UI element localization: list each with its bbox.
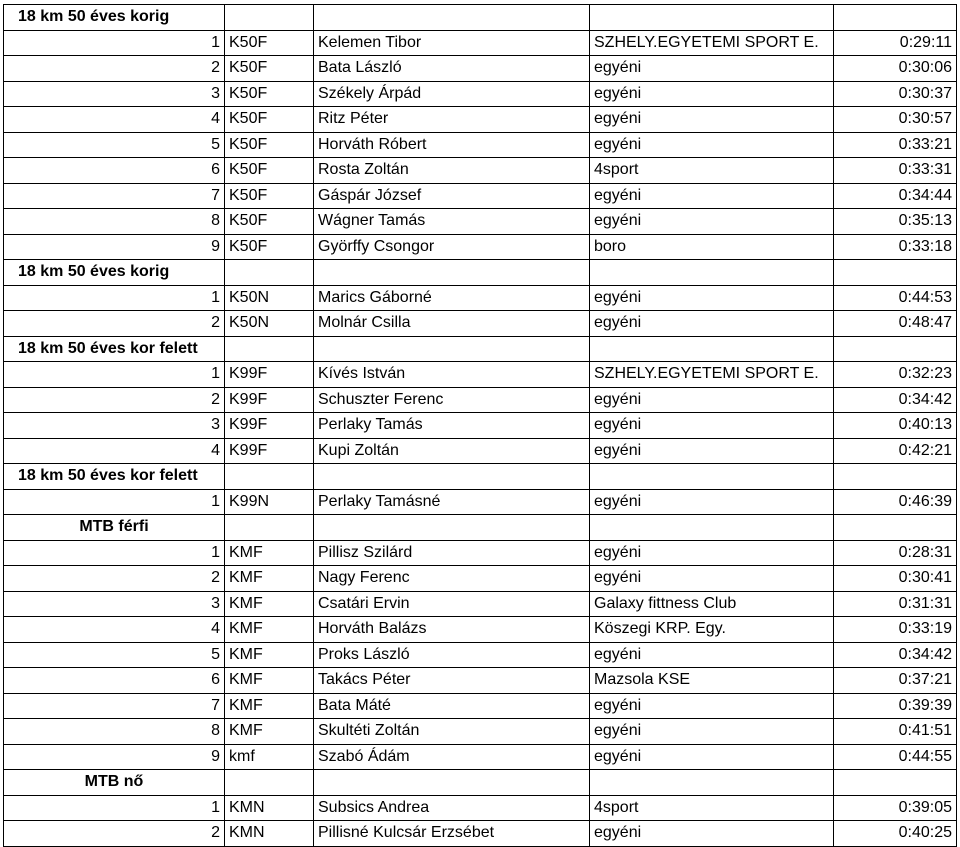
time-cell: 0:28:31 <box>834 540 957 566</box>
name-cell: Bata Máté <box>314 693 590 719</box>
club-cell: egyéni <box>590 183 834 209</box>
time-cell: 0:46:39 <box>834 489 957 515</box>
name-cell: Nagy Ferenc <box>314 566 590 592</box>
rank-cell: 6 <box>4 668 225 694</box>
rank-cell: 1 <box>4 489 225 515</box>
category-cell: K99F <box>225 413 314 439</box>
rank-cell: 3 <box>4 413 225 439</box>
category-cell: K50N <box>225 285 314 311</box>
table-row <box>4 642 957 668</box>
time-cell: 0:34:44 <box>834 183 957 209</box>
name-cell: Schuszter Ferenc <box>314 387 590 413</box>
time-cell: 0:34:42 <box>834 387 957 413</box>
time-cell: 0:41:51 <box>834 719 957 745</box>
empty-cell <box>590 770 834 796</box>
results-body <box>4 5 957 847</box>
category-cell: K99F <box>225 387 314 413</box>
rank-cell: 6 <box>4 158 225 184</box>
rank-cell: 2 <box>4 311 225 337</box>
empty-cell <box>590 464 834 490</box>
empty-cell <box>834 5 957 31</box>
time-cell: 0:31:31 <box>834 591 957 617</box>
category-cell: K50F <box>225 158 314 184</box>
name-cell: Molnár Csilla <box>314 311 590 337</box>
rank-cell: 9 <box>4 234 225 260</box>
category-cell: KMF <box>225 719 314 745</box>
rank-cell: 1 <box>4 362 225 388</box>
empty-cell <box>590 260 834 286</box>
rank-cell: 5 <box>4 642 225 668</box>
name-cell: Csatári Ervin <box>314 591 590 617</box>
section-title: 18 km 50 éves kor felett <box>4 464 225 490</box>
rank-cell: 1 <box>4 285 225 311</box>
time-cell: 0:33:21 <box>834 132 957 158</box>
section-header-row <box>4 770 957 796</box>
empty-cell <box>225 336 314 362</box>
table-row <box>4 209 957 235</box>
category-cell: K50N <box>225 311 314 337</box>
name-cell: Proks László <box>314 642 590 668</box>
table-row <box>4 693 957 719</box>
rank-cell: 5 <box>4 132 225 158</box>
time-cell: 0:37:21 <box>834 668 957 694</box>
category-cell: K50F <box>225 56 314 82</box>
rank-cell: 4 <box>4 438 225 464</box>
time-cell: 0:30:57 <box>834 107 957 133</box>
empty-cell <box>590 515 834 541</box>
section-header-row <box>4 515 957 541</box>
table-row <box>4 821 957 847</box>
rank-cell: 1 <box>4 30 225 56</box>
empty-cell <box>225 464 314 490</box>
category-cell: K50F <box>225 234 314 260</box>
category-cell: K50F <box>225 81 314 107</box>
club-cell: egyéni <box>590 744 834 770</box>
name-cell: Perlaky Tamás <box>314 413 590 439</box>
rank-cell: 8 <box>4 719 225 745</box>
time-cell: 0:30:06 <box>834 56 957 82</box>
table-row <box>4 719 957 745</box>
club-cell: egyéni <box>590 311 834 337</box>
rank-cell: 1 <box>4 540 225 566</box>
name-cell: Pillisz Szilárd <box>314 540 590 566</box>
category-cell: kmf <box>225 744 314 770</box>
table-row <box>4 56 957 82</box>
name-cell: Kupi Zoltán <box>314 438 590 464</box>
empty-cell <box>225 770 314 796</box>
club-cell: egyéni <box>590 81 834 107</box>
time-cell: 0:44:55 <box>834 744 957 770</box>
time-cell: 0:33:31 <box>834 158 957 184</box>
table-row <box>4 489 957 515</box>
name-cell: Perlaky Tamásné <box>314 489 590 515</box>
table-row <box>4 132 957 158</box>
time-cell: 0:34:42 <box>834 642 957 668</box>
name-cell: Gáspár József <box>314 183 590 209</box>
name-cell: Ritz Péter <box>314 107 590 133</box>
time-cell: 0:40:13 <box>834 413 957 439</box>
table-row <box>4 744 957 770</box>
club-cell: SZHELY.EGYETEMI SPORT E. <box>590 30 834 56</box>
section-title: MTB nő <box>4 770 225 796</box>
table-row <box>4 158 957 184</box>
empty-cell <box>834 770 957 796</box>
empty-cell <box>314 336 590 362</box>
table-row <box>4 285 957 311</box>
name-cell: Györffy Csongor <box>314 234 590 260</box>
table-row <box>4 107 957 133</box>
rank-cell: 1 <box>4 795 225 821</box>
category-cell: K50F <box>225 30 314 56</box>
club-cell: egyéni <box>590 719 834 745</box>
time-cell: 0:30:37 <box>834 81 957 107</box>
name-cell: Székely Árpád <box>314 81 590 107</box>
category-cell: K50F <box>225 132 314 158</box>
table-row <box>4 387 957 413</box>
category-cell: KMF <box>225 617 314 643</box>
club-cell: Mazsola KSE <box>590 668 834 694</box>
name-cell: Takács Péter <box>314 668 590 694</box>
club-cell: egyéni <box>590 209 834 235</box>
club-cell: egyéni <box>590 566 834 592</box>
name-cell: Szabó Ádám <box>314 744 590 770</box>
table-row <box>4 566 957 592</box>
name-cell: Wágner Tamás <box>314 209 590 235</box>
section-header-row <box>4 464 957 490</box>
club-cell: egyéni <box>590 132 834 158</box>
empty-cell <box>834 464 957 490</box>
empty-cell <box>590 5 834 31</box>
empty-cell <box>590 336 834 362</box>
rank-cell: 2 <box>4 387 225 413</box>
empty-cell <box>314 464 590 490</box>
table-row <box>4 234 957 260</box>
table-row <box>4 30 957 56</box>
rank-cell: 4 <box>4 617 225 643</box>
table-row <box>4 668 957 694</box>
club-cell: egyéni <box>590 693 834 719</box>
section-title: 18 km 50 éves korig <box>4 260 225 286</box>
section-header-row <box>4 336 957 362</box>
time-cell: 0:44:53 <box>834 285 957 311</box>
empty-cell <box>834 515 957 541</box>
category-cell: K50F <box>225 107 314 133</box>
category-cell: KMN <box>225 795 314 821</box>
club-cell: 4sport <box>590 158 834 184</box>
club-cell: egyéni <box>590 821 834 847</box>
category-cell: K99F <box>225 362 314 388</box>
time-cell: 0:40:25 <box>834 821 957 847</box>
rank-cell: 2 <box>4 56 225 82</box>
category-cell: KMF <box>225 668 314 694</box>
rank-cell: 7 <box>4 183 225 209</box>
time-cell: 0:48:47 <box>834 311 957 337</box>
club-cell: egyéni <box>590 56 834 82</box>
category-cell: KMF <box>225 566 314 592</box>
name-cell: Rosta Zoltán <box>314 158 590 184</box>
category-cell: K99F <box>225 438 314 464</box>
rank-cell: 8 <box>4 209 225 235</box>
category-cell: KMF <box>225 693 314 719</box>
empty-cell <box>225 515 314 541</box>
club-cell: egyéni <box>590 438 834 464</box>
results-table <box>3 4 957 847</box>
category-cell: K50F <box>225 209 314 235</box>
section-header-row <box>4 260 957 286</box>
rank-cell: 3 <box>4 81 225 107</box>
time-cell: 0:33:19 <box>834 617 957 643</box>
club-cell: SZHELY.EGYETEMI SPORT E. <box>590 362 834 388</box>
time-cell: 0:42:21 <box>834 438 957 464</box>
table-row <box>4 591 957 617</box>
table-row <box>4 795 957 821</box>
club-cell: boro <box>590 234 834 260</box>
empty-cell <box>314 5 590 31</box>
empty-cell <box>834 336 957 362</box>
club-cell: 4sport <box>590 795 834 821</box>
table-row <box>4 617 957 643</box>
club-cell: Köszegi KRP. Egy. <box>590 617 834 643</box>
table-row <box>4 311 957 337</box>
category-cell: KMN <box>225 821 314 847</box>
empty-cell <box>225 5 314 31</box>
rank-cell: 3 <box>4 591 225 617</box>
rank-cell: 2 <box>4 821 225 847</box>
empty-cell <box>314 260 590 286</box>
table-row <box>4 362 957 388</box>
club-cell: egyéni <box>590 107 834 133</box>
empty-cell <box>314 515 590 541</box>
time-cell: 0:39:05 <box>834 795 957 821</box>
name-cell: Kelemen Tibor <box>314 30 590 56</box>
category-cell: KMF <box>225 591 314 617</box>
club-cell: egyéni <box>590 387 834 413</box>
name-cell: Pillisné Kulcsár Erzsébet <box>314 821 590 847</box>
rank-cell: 9 <box>4 744 225 770</box>
category-cell: KMF <box>225 642 314 668</box>
empty-cell <box>314 770 590 796</box>
club-cell: Galaxy fittness Club <box>590 591 834 617</box>
club-cell: egyéni <box>590 413 834 439</box>
name-cell: Horváth Balázs <box>314 617 590 643</box>
name-cell: Subsics Andrea <box>314 795 590 821</box>
table-row <box>4 540 957 566</box>
section-title: MTB férfi <box>4 515 225 541</box>
empty-cell <box>834 260 957 286</box>
time-cell: 0:32:23 <box>834 362 957 388</box>
name-cell: Kívés István <box>314 362 590 388</box>
category-cell: K50F <box>225 183 314 209</box>
club-cell: egyéni <box>590 489 834 515</box>
club-cell: egyéni <box>590 285 834 311</box>
table-row <box>4 413 957 439</box>
table-row <box>4 183 957 209</box>
empty-cell <box>225 260 314 286</box>
table-row <box>4 81 957 107</box>
time-cell: 0:29:11 <box>834 30 957 56</box>
time-cell: 0:30:41 <box>834 566 957 592</box>
table-row <box>4 438 957 464</box>
name-cell: Marics Gáborné <box>314 285 590 311</box>
rank-cell: 7 <box>4 693 225 719</box>
category-cell: K99N <box>225 489 314 515</box>
time-cell: 0:33:18 <box>834 234 957 260</box>
name-cell: Bata László <box>314 56 590 82</box>
section-title: 18 km 50 éves kor felett <box>4 336 225 362</box>
name-cell: Skultéti Zoltán <box>314 719 590 745</box>
rank-cell: 2 <box>4 566 225 592</box>
time-cell: 0:35:13 <box>834 209 957 235</box>
section-title: 18 km 50 éves korig <box>4 5 225 31</box>
club-cell: egyéni <box>590 540 834 566</box>
section-header-row <box>4 5 957 31</box>
club-cell: egyéni <box>590 642 834 668</box>
name-cell: Horváth Róbert <box>314 132 590 158</box>
category-cell: KMF <box>225 540 314 566</box>
time-cell: 0:39:39 <box>834 693 957 719</box>
rank-cell: 4 <box>4 107 225 133</box>
